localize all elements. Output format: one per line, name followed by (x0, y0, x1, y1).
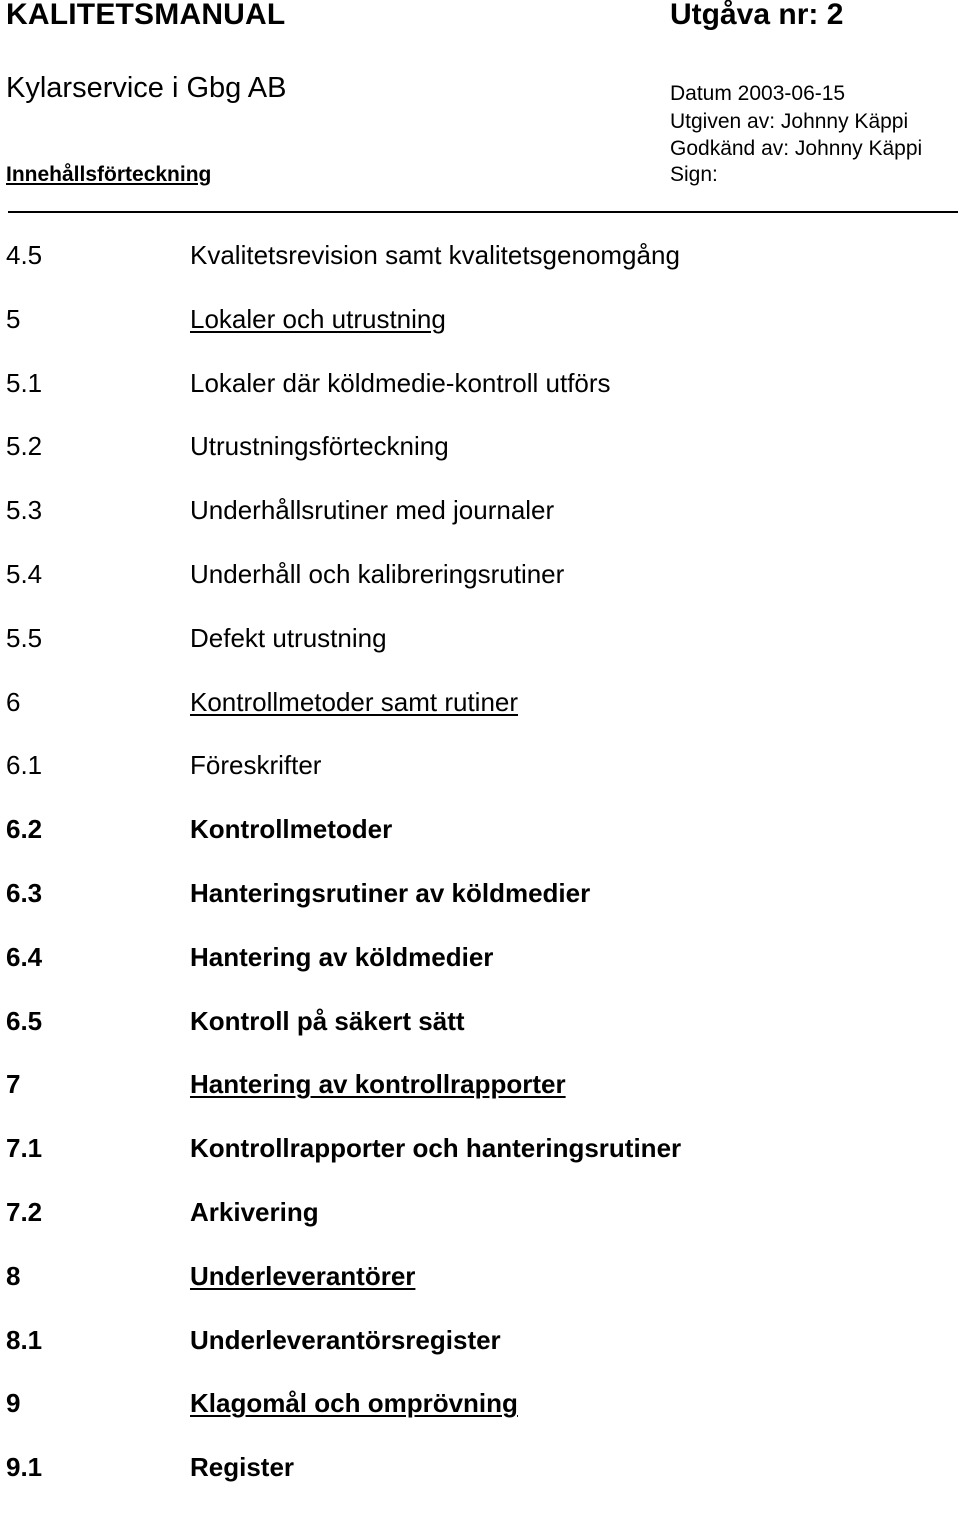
toc-entry (0, 1133, 960, 1197)
toc-entry (0, 1069, 960, 1133)
approved-by: Godkänd av: Johnny Käppi (670, 137, 923, 160)
toc-entry (0, 1452, 960, 1516)
toc-section-title: Lokaler där köldmedie-kontroll utförs (190, 367, 611, 398)
toc-section-title: Underhåll och kalibreringsrutiner (190, 558, 565, 589)
toc-entry (0, 431, 960, 495)
toc-entry-number: 9.1 (6, 1452, 43, 1483)
toc-entry-number: 6.2 (6, 814, 43, 845)
toc-entry-number: 6 (6, 686, 21, 717)
toc-entry-number: 7 (6, 1069, 21, 1100)
toc-entry-number: 9 (6, 1388, 21, 1419)
toc-heading: Innehållsförteckning (6, 163, 212, 186)
toc-entry (0, 1388, 960, 1452)
toc-chapter-title: Underleverantörer (190, 1260, 416, 1291)
toc-entry (0, 495, 960, 559)
toc-entry (0, 1325, 960, 1389)
header-divider (8, 211, 958, 213)
toc-entry (0, 1261, 960, 1325)
toc-chapter-title: Lokaler och utrustning (190, 303, 446, 334)
toc-entry (0, 878, 960, 942)
edition-number: Utgåva nr: 2 (670, 0, 844, 31)
toc-section-title: Underleverantörsregister (190, 1324, 501, 1355)
toc-entry (0, 814, 960, 878)
toc-entry-number: 5.1 (6, 367, 43, 398)
toc-entry-number: 5.4 (6, 558, 43, 589)
toc-entry-number: 6.4 (6, 941, 43, 972)
toc-entry (0, 687, 960, 751)
toc-section-title: Kontrollrapporter och hanteringsrutiner (190, 1133, 682, 1164)
toc-section-title: Register (190, 1452, 295, 1483)
toc-chapter-title: Kontrollmetoder samt rutiner (190, 686, 519, 717)
toc-entry (0, 304, 960, 368)
toc-entry-number: 7.2 (6, 1196, 43, 1227)
issued-by: Utgiven av: Johnny Käppi (670, 110, 909, 133)
toc-entry-number: 6.5 (6, 1005, 43, 1036)
toc-entry-number: 4.5 (6, 240, 43, 270)
toc-section-title: Kontrollmetoder (190, 814, 393, 845)
toc-entry-number: 5.2 (6, 431, 43, 462)
toc-entry (0, 1006, 960, 1070)
toc-entry-number: 6.3 (6, 877, 43, 908)
toc-section-title: Arkivering (190, 1196, 319, 1227)
toc-section-title: Kontroll på säkert sätt (190, 1005, 465, 1036)
toc-entry (0, 1197, 960, 1261)
toc-entry-number: 8 (6, 1260, 21, 1291)
toc-entry-number: 6.1 (6, 750, 43, 781)
toc-entry-number: 5.5 (6, 622, 43, 653)
toc-section-title: Underhållsrutiner med journaler (190, 495, 555, 526)
toc-entry (0, 240, 960, 304)
toc-entry (0, 368, 960, 432)
toc-chapter-title: Klagomål och omprövning (190, 1388, 518, 1419)
toc-section-title: Kvalitetsrevision samt kvalitetsgenomgång (190, 240, 680, 270)
toc-entry (0, 942, 960, 1006)
toc-section-title: Utrustningsförteckning (190, 431, 449, 462)
toc-entry (0, 750, 960, 814)
toc-section-title: Föreskrifter (190, 750, 322, 781)
toc-section-title: Hanteringsrutiner av köldmedier (190, 877, 591, 908)
toc-entry (0, 559, 960, 623)
toc-section-title: Defekt utrustning (190, 622, 387, 653)
company-name: Kylarservice i Gbg AB (6, 72, 287, 104)
document-title: KALITETSMANUAL (6, 0, 286, 31)
toc-section-title: Hantering av köldmedier (190, 941, 494, 972)
toc-entry (0, 623, 960, 687)
table-of-contents (0, 240, 960, 1516)
toc-entry-number: 5 (6, 303, 21, 334)
toc-entry-number: 5.3 (6, 495, 43, 526)
toc-entry-number: 8.1 (6, 1324, 43, 1355)
toc-chapter-title: Hantering av kontrollrapporter (190, 1069, 566, 1100)
document-date: Datum 2003-06-15 (670, 82, 846, 105)
toc-entry-number: 7.1 (6, 1133, 43, 1164)
signature-label: Sign: (670, 163, 718, 186)
